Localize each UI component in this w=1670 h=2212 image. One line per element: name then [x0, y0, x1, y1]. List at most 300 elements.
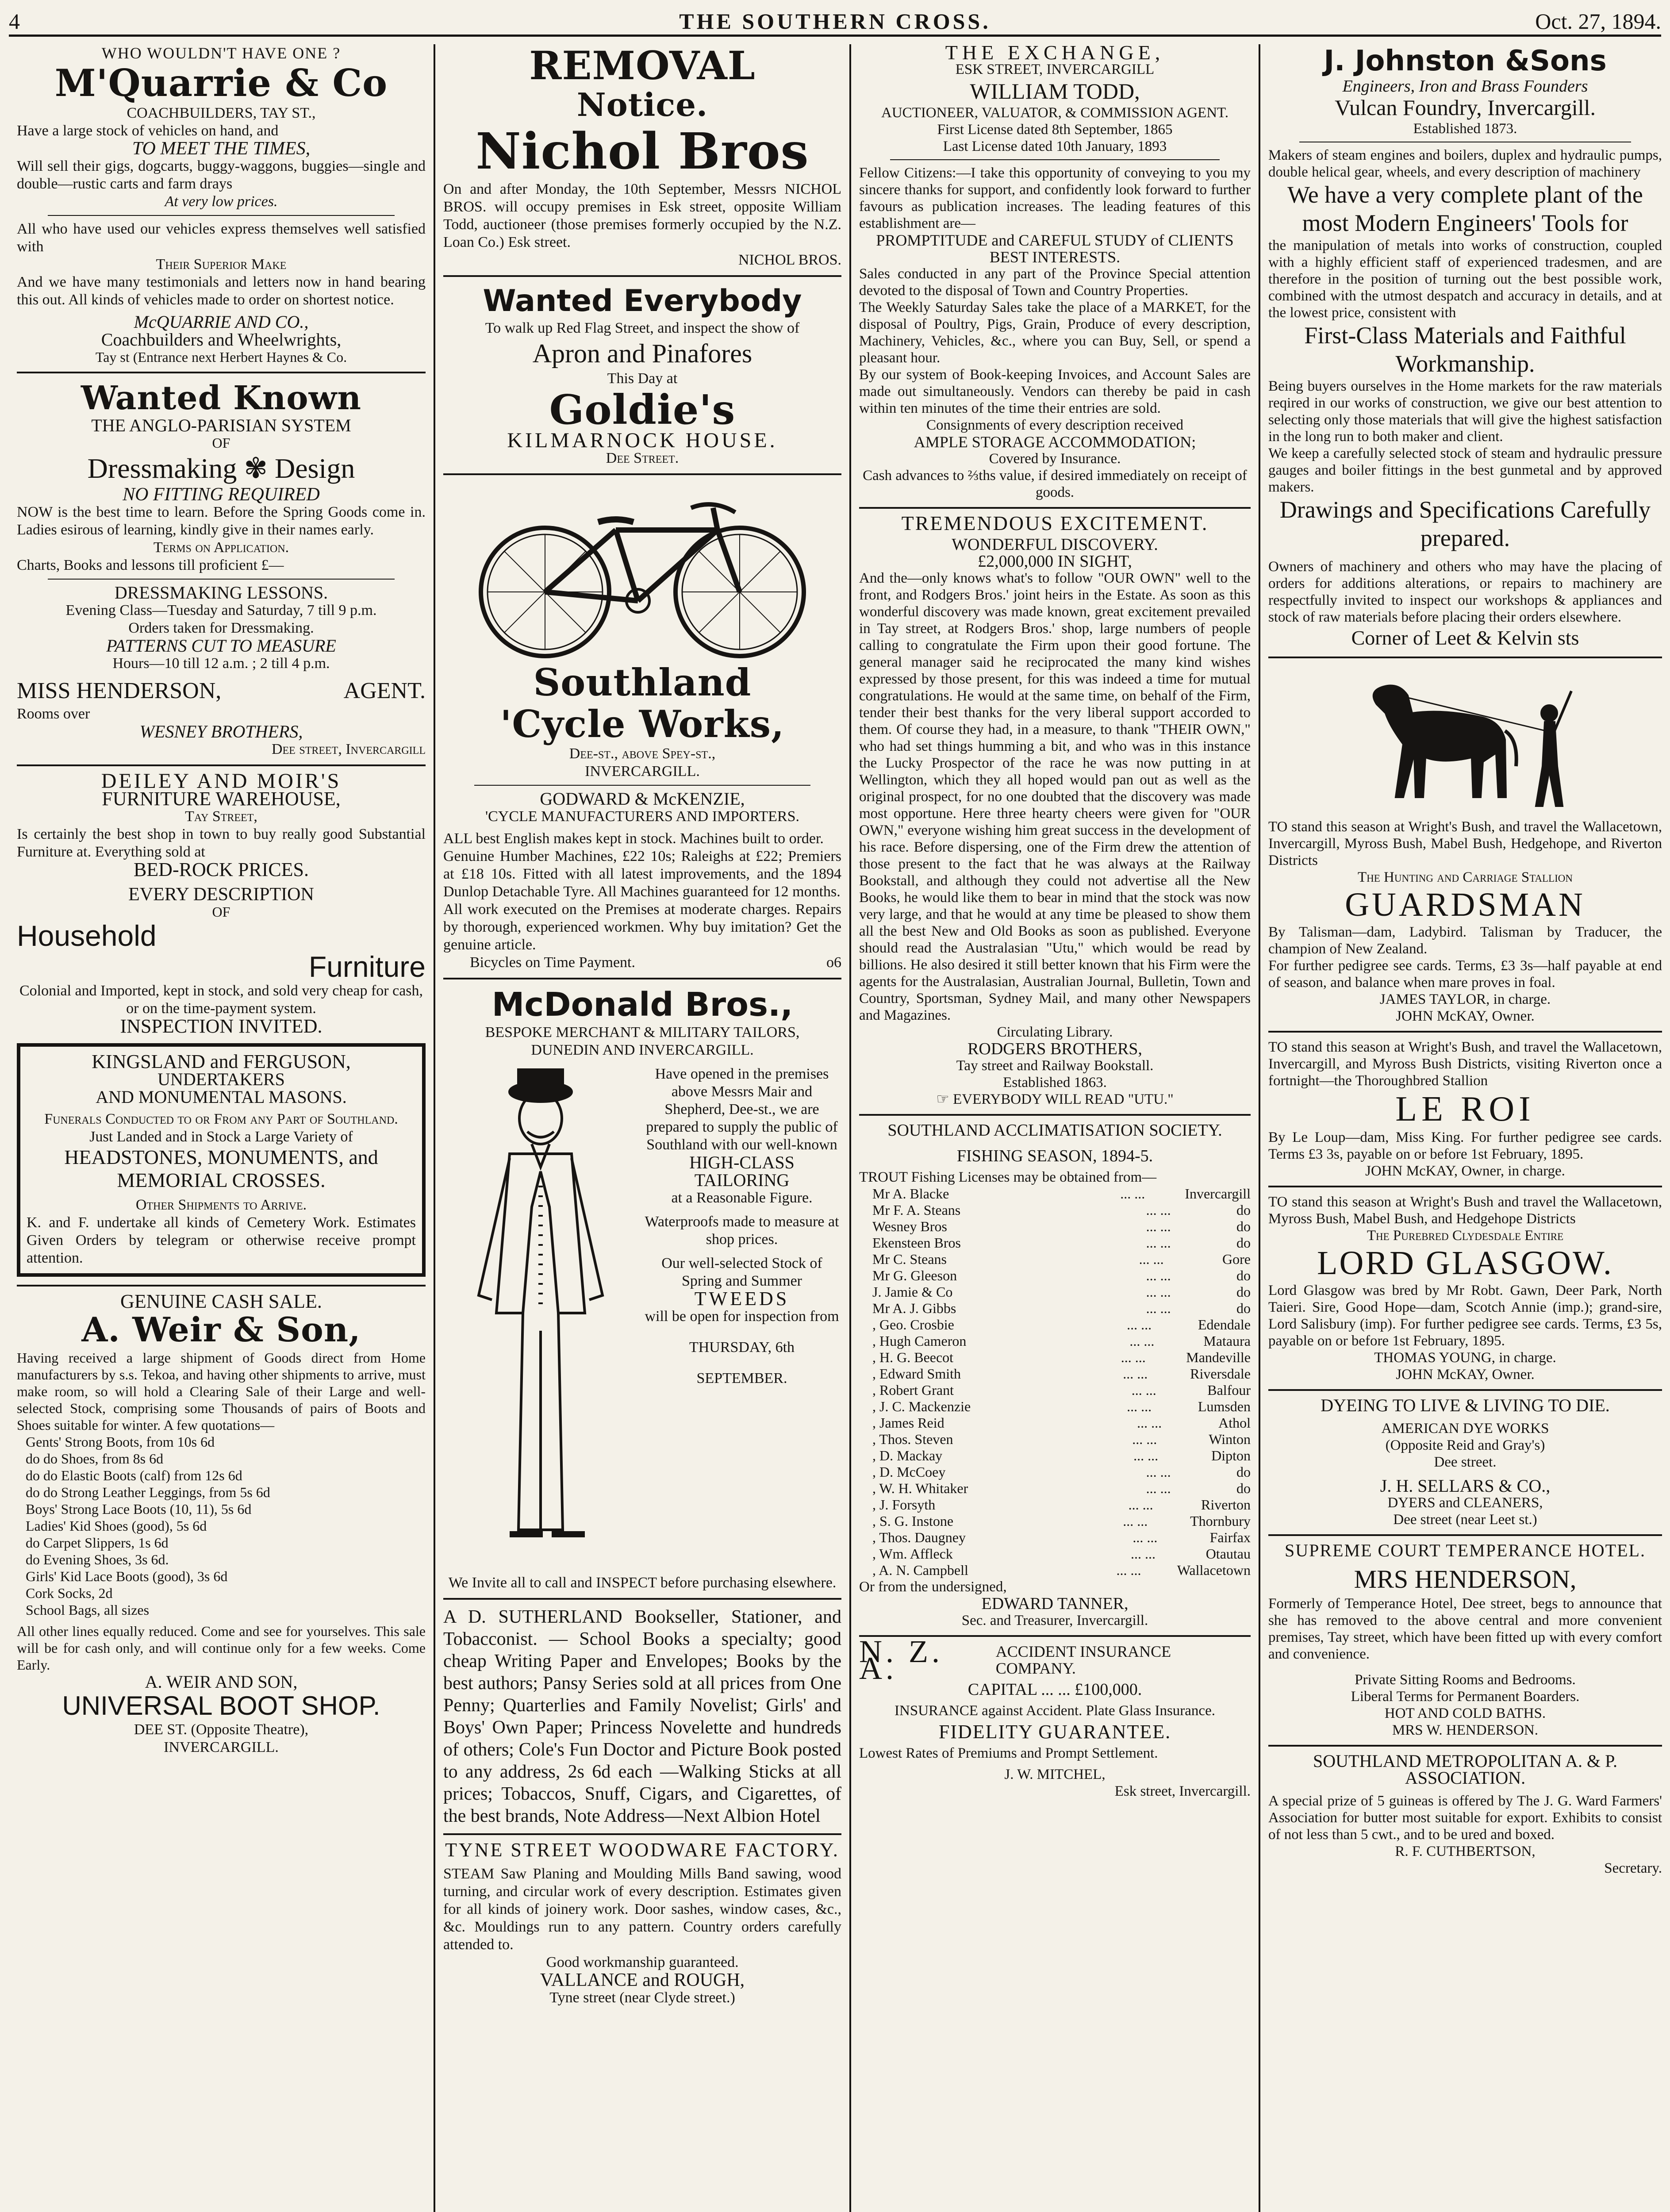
column-4 — [1259, 44, 1670, 2212]
agent-location: Riverton — [1201, 1497, 1251, 1513]
ad-signature: J. W. MITCHEL, — [1004, 1767, 1106, 1782]
ad-subhead: KILMARNOCK HOUSE. — [507, 429, 778, 452]
ad-text: First License dated 8th September, 1865 — [937, 122, 1173, 138]
agent-name: , Hugh Cameron — [872, 1333, 967, 1349]
agent-name: , J. C. Mackenzie — [872, 1398, 971, 1414]
price-list-item: do Carpet Slippers, 1s 6d — [26, 1535, 169, 1551]
price-list-item: Ladies' Kid Shoes (good), 5s 6d — [26, 1518, 207, 1534]
list-item — [872, 1317, 1251, 1333]
ad-title: Vulcan Foundry, Invercargill. — [1335, 95, 1596, 120]
ad-text: Hours—10 till 12 a.m. ; 2 till 4 p.m. — [112, 655, 330, 672]
list-item — [872, 1333, 1251, 1349]
ad-address: INVERCARGILL. — [164, 1739, 279, 1755]
leader-dots: ... ... — [1133, 1448, 1159, 1463]
agent-location: do — [1236, 1267, 1251, 1283]
ad-subhead: COACHBUILDERS, TAY ST., — [127, 105, 316, 121]
ad-signature: Coachbuilders and Wheelwrights, — [101, 330, 342, 349]
ad-deiley-moir — [17, 769, 426, 1037]
ad-text: Lowest Rates of Premiums and Prompt Settlement. — [859, 1745, 1158, 1761]
agent-location: do — [1236, 1202, 1251, 1218]
list-item — [872, 1448, 1251, 1464]
ad-text: On and after Monday, the 10th September, Messrs NICHOL BROS. will occupy premises in Esk street, opposite William Todd, auctioneer (those premises formerly occupied by the N.Z. Loan Co.) Esk street. — [443, 181, 841, 250]
ad-signature: JOHN McKAY, Owner. — [1396, 1367, 1535, 1382]
ad-headline: TREMENDOUS EXCITEMENT. — [901, 512, 1209, 534]
ad-text: Bicycles on Time Payment. — [470, 954, 635, 971]
ad-signature: McQUARRIE AND CO., — [134, 312, 309, 332]
divider — [443, 275, 841, 277]
leader-dots: ... ... — [1146, 1300, 1171, 1316]
ad-title: Design — [275, 453, 355, 484]
list-item — [872, 1398, 1251, 1415]
divider — [17, 764, 426, 766]
ad-goldie — [443, 283, 841, 467]
ad-text: Just Landed and in Stock a Large Variety of — [89, 1129, 353, 1145]
issue-date: Oct. 27, 1894. — [1535, 9, 1661, 34]
ad-text: Circulating Library. — [997, 1024, 1113, 1040]
ad-text: HOT AND COLD BATHS. — [1384, 1705, 1546, 1721]
agent-name: , W. H. Whitaker — [872, 1480, 968, 1496]
ad-text: Owners of machinery and others who may have the placing of orders for additions alterations, or repairs to machinery are respectfully invited to inspect our workshops & appliances and stock of raw materials before placing their orders elsewhere. — [1268, 559, 1662, 625]
ad-text: Lord Glasgow was bred by Mr Robt. Gawn, Deer Park, North Taieri. Sire, Good Hope—dam, Scotch Annie (imp.); grand-sire, Lord Salisbury (imp). For further pedigree see cards. Terms, £3 5s, payable on or before 1st February, 1895. — [1268, 1283, 1662, 1349]
list-item — [872, 1382, 1251, 1398]
divider — [48, 215, 395, 216]
ad-title: Nichol Bros — [476, 123, 809, 180]
ad-signature: RODGERS BROTHERS, — [967, 1040, 1142, 1058]
leader-dots: ... ... — [1130, 1546, 1156, 1562]
list-item — [872, 1366, 1251, 1382]
ad-headline: TYNE STREET WOODWARE FACTORY. — [445, 1839, 840, 1861]
agent-name: , Edward Smith — [872, 1366, 961, 1382]
ad-address: Tay street and Railway Bookstall. — [956, 1058, 1154, 1074]
ad-text: TO stand this season at Wright's Bush, and travel the Wallacetown, Invercargill, Myross Bush, Mabel Bush, Hedgehope, and Riverton Districts — [1268, 819, 1662, 868]
ad-subhead: DYERS and CLEANERS, — [1387, 1495, 1543, 1511]
agent-name: , Wm. Affleck — [872, 1546, 953, 1562]
agent-role: AGENT. — [343, 678, 426, 703]
ad-tagline: HEADSTONES, MONUMENTS, and MEMORIAL CROSSES. — [64, 1146, 378, 1191]
ad-text: OF — [212, 904, 230, 920]
price-list-item: Gents' Strong Boots, from 10s 6d — [26, 1434, 215, 1450]
ad-headline: SOUTHLAND ACCLIMATISATION SOCIETY. — [887, 1121, 1222, 1140]
divider — [1268, 1534, 1662, 1536]
ad-title: LE ROI — [1395, 1090, 1535, 1129]
ad-text: SEPTEMBER. — [696, 1370, 787, 1386]
ad-headline: Wanted Everybody — [483, 284, 802, 319]
agent-location: Dipton — [1211, 1448, 1251, 1463]
leader-dots: ... ... — [1127, 1317, 1152, 1333]
ad-kicker: The Purebred Clydesdale Entire — [1367, 1228, 1564, 1244]
leader-dots: ... ... — [1137, 1415, 1162, 1431]
ad-text: Private Sitting Rooms and Bedrooms. — [1355, 1672, 1576, 1688]
agent-location: Winton — [1209, 1431, 1251, 1447]
divider — [859, 1114, 1251, 1116]
ad-title: WILLIAM TODD, — [970, 79, 1140, 104]
ad-text: Sales conducted in any part of the Province Special attention devoted to the disposal of Town and Country Properties. — [859, 266, 1251, 299]
ad-text: Liberal Terms for Permanent Boarders. — [1351, 1689, 1580, 1705]
ad-address: INVERCARGILL. — [585, 763, 700, 780]
ad-text: Formerly of Temperance Hotel, Dee street, begs to announce that she has removed to the above central and more convenient premises, Tay street, which have been fitted up with every comfort and convenience. — [1268, 1596, 1662, 1662]
ad-text: TO stand this season at Wright's Bush and travel the Wallacetown, Myross Bush, Mabel Bush, and Hedgehope Districts — [1268, 1194, 1662, 1227]
divider — [443, 978, 841, 979]
agent-location: do — [1236, 1300, 1251, 1316]
ad-headline: Southland — [533, 661, 752, 704]
agent-name: , H. G. Beecot — [872, 1349, 954, 1365]
price-list-item: School Bags, all sizes — [26, 1602, 150, 1618]
agent-name: Wesney Bros — [872, 1218, 947, 1234]
agent-name: Mr F. A. Steans — [872, 1202, 961, 1218]
ad-text: Will sell their gigs, dogcarts, buggy-waggons, buggies—single and double—rustic carts and farm drays — [17, 158, 426, 192]
ad-text: NOW is the best time to learn. Before the Spring Goods come in. Ladies esirous of learning, kindly give in their names early. — [17, 504, 426, 538]
ad-text: at a Reasonable Figure. — [671, 1190, 813, 1206]
ad-text: Or from the undersigned, — [859, 1579, 1007, 1595]
ad-signature: NICHOL BROS. — [738, 252, 841, 268]
ad-text: Covered by Insurance. — [989, 451, 1121, 467]
ad-le-roi — [1268, 1039, 1662, 1179]
ad-signature: R. F. CUTHBERTSON, — [1395, 1843, 1536, 1859]
ad-title: MRS HENDERSON, — [1354, 1565, 1577, 1594]
agent-name: Mr A. J. Gibbs — [872, 1300, 956, 1316]
ad-headline: REMOVAL — [529, 44, 756, 88]
ad-text: Have a large stock of vehicles on hand, and — [17, 123, 279, 139]
ad-subhead: AMERICAN DYE WORKS — [1381, 1421, 1549, 1436]
ad-tagline: INSPECTION INVITED. — [120, 1015, 322, 1037]
ad-signature: THOMAS YOUNG, in charge. — [1374, 1350, 1556, 1366]
ad-text: Sec. and Treasurer, Invercargill. — [961, 1613, 1148, 1628]
horse-icon — [1341, 664, 1589, 815]
leader-dots: ... ... — [1123, 1366, 1148, 1382]
agent-name: , D. McCoey — [872, 1464, 946, 1480]
ad-subhead: FURNITURE WAREHOUSE, — [102, 788, 341, 810]
list-item — [872, 1415, 1251, 1431]
ad-metropolitan-association — [1268, 1753, 1662, 1877]
ad-text: the manipulation of metals into works of construction, coupled with a highly efficient staff of experienced tradesmen, and are therefore in the position of turning out the best possible work, combined with the utmost despatch and accuracy in details, and at the lowest price, consistent with — [1268, 238, 1662, 321]
ad-title: GUARDSMAN — [1345, 886, 1586, 923]
ad-text: STEAM Saw Planing and Moulding Mills Band sawing, wood turning, and circular work of every description. Estimates given for all kinds of joinery work. Door sashes, window cases, &c., &c. Mouldings run to any pattern. Country orders carefully attended to. — [443, 1866, 841, 1953]
ad-rodgers-brothers — [859, 512, 1251, 1108]
price-list-item: Girls' Kid Lace Boots (good), 3s 6d — [26, 1568, 228, 1584]
agent-location: do — [1236, 1480, 1251, 1496]
list-item — [872, 1349, 1251, 1366]
list-item — [872, 1431, 1251, 1448]
ad-text: To walk up Red Flag Street, and inspect the show of — [485, 320, 800, 336]
ad-text: A D. SUTHERLAND Bookseller, Stationer, and Tobacconist. — School Books a specialty; good cheap Writing Paper and Envelopes; Books by the best authors; Pansy Series sold at all prices from One Penny; Quarterlies and Family Novelist; Girls' and Boys' Own Paper; Princess Novelette and hundreds of others; Cole's Fun Doctor and Picture Book posted to any address, 2s 6d each —Walking Sticks at all prices; Tobaccos, Snuff, Cigars, and Cigarettes, of the best brands, Note Address—Next Albion Hotel — [443, 1607, 841, 1826]
divider — [17, 1285, 426, 1286]
list-item — [872, 1497, 1251, 1513]
ad-headline: M'Quarrie & Co — [54, 61, 388, 105]
list-item — [872, 1284, 1251, 1300]
ad-address: Dee street, Invercargill — [271, 741, 426, 757]
ad-title: LORD GLASGOW. — [1317, 1244, 1613, 1282]
agent-name: MISS HENDERSON, — [17, 678, 222, 703]
agent-name: , Thos. Steven — [872, 1431, 953, 1447]
ad-tagline: We have a very complete plant of the most Modern Engineers' Tools for — [1287, 181, 1643, 236]
ad-subhead: FISHING SEASON, 1894-5. — [956, 1147, 1153, 1165]
ad-text: And the—only knows what's to follow "OUR OWN" well to the front, and Rodgers Bros.' joint heirs in the Estate. As soon as this wonderful discovery was made known, great excitement prevailed in Tay street, at Rodgers Bros.' shop, large numbers of people calling to congratulate the Firm upon their good fortune. The general manager said he reciprocated the many kind wishes expressed by those present, for this was indeed a time for mutual congratulations. He would at the same time, on behalf of the Firm, tender their best thanks for the very liberal support accorded to them. Of course they had, in a measure, to thank "THEIR OWN," who had set things humming a bit, and who was in this instance the Lucky Prospector of the race he was now putting in at Wellington, which they all hoped would pan out as well as the original prospect, for no one doubted that the discovery was made most opportune. Here three hearty cheers were given for "OUR OWN," everyone wishing him great success in the development of his race. Before dispersing, one of the Firm drew the attention of those present to the fact that he was always at the Railway Bookstall, and although they could not advertise all the New Books, he would like them to bear in mind that the stock was now very large, and that he would at any time be pleased to show them all the best New and Old Books as soon as published. Everyone should read the Australasian "Utu," which would be read by billions. He also desired it still better known that his Firm were the agents for the Australasian, Australian Journal, Bulletin, Town and Country, Sportsman, Sydney Mail, and many other Newspapers and Magazines. — [859, 570, 1251, 1023]
ad-dressmaking — [17, 380, 426, 758]
agent-name: Mr G. Gleeson — [872, 1267, 957, 1283]
price-list-item: Cork Socks, 2d — [26, 1585, 113, 1601]
agent-location: do — [1236, 1464, 1251, 1480]
ad-southland-cycle-works — [443, 481, 841, 972]
list-item — [872, 1235, 1251, 1251]
agent-location: do — [1236, 1235, 1251, 1251]
ad-text: INSURANCE against Accident. Plate Glass Insurance. — [895, 1703, 1215, 1719]
list-item — [872, 1546, 1251, 1562]
ad-address: DEE ST. (Opposite Theatre), — [134, 1721, 309, 1738]
ad-text: Is certainly the best shop in town to buy really good Substantial Furniture at. Everything sold at — [17, 826, 426, 860]
ad-guardsman — [1268, 818, 1662, 1025]
ad-headline: N. Z. A. — [859, 1634, 943, 1686]
ad-headline: 'Cycle Works, — [500, 702, 785, 746]
ad-weir-son — [17, 1290, 426, 1756]
ad-text: Genuine Humber Machines, £22 10s; Raleighs at £22; Premiers at £18 10s. Fitted with all latest improvements, and the 1894 Dunlop Detachable Tyre. All Machines guaranteed for 12 months. — [443, 848, 841, 900]
agent-name: , Thos. Daugney — [872, 1529, 966, 1545]
ad-lord-glasgow — [1268, 1194, 1662, 1383]
ad-text: THURSDAY, 6th — [689, 1339, 795, 1356]
ad-code: o6 — [826, 954, 841, 971]
ad-text: K. and F. undertake all kinds of Cemetery Work. Estimates Given Orders by telegram or otherwise receive prompt attention. — [27, 1214, 416, 1266]
ad-text: Waterproofs made to measure at shop prices. — [645, 1214, 839, 1248]
ad-temperance-hotel — [1268, 1542, 1662, 1739]
bicycle-icon — [461, 481, 824, 658]
agent-name: , S. G. Instone — [872, 1513, 954, 1529]
column-1 — [9, 44, 434, 2212]
agent-location: Athol — [1218, 1415, 1251, 1431]
divider — [1268, 1031, 1662, 1033]
ad-text: TROUT Fishing Licenses may be obtained from— — [859, 1169, 1157, 1185]
column-3 — [849, 44, 1259, 2212]
column-2 — [434, 44, 849, 2212]
agent-location: Balfour — [1207, 1382, 1251, 1398]
agent-location: Invercargill — [1185, 1186, 1251, 1202]
ad-text: Have opened in the premises above Messrs Mair and Shepherd, Dee-st., we are prepared to supply the public of Southland with our well-known — [646, 1066, 838, 1153]
ad-text: At very low prices. — [165, 193, 278, 210]
agent-name: J. Jamie & Co — [872, 1284, 953, 1300]
tailor-figure-icon — [443, 1065, 638, 1574]
ad-headline: McDonald Bros., — [491, 986, 793, 1024]
ad-address: Esk street, Invercargill. — [1114, 1783, 1251, 1799]
ad-text: Secretary. — [1604, 1860, 1662, 1876]
ad-text: Charts, Books and lessons till proficient £— — [17, 557, 284, 573]
ad-text: By our system of Book-keeping Invoices, and Account Sales are made out simultaneously. Vendors can thereby be paid in cash within ten minutes of the time their entries are sold. — [859, 367, 1251, 416]
agent-name: , James Reid — [872, 1415, 944, 1431]
ad-text: ALL best English makes kept in stock. Machines built to order. — [443, 830, 824, 847]
divider — [443, 473, 841, 475]
agent-location: Thornbury — [1190, 1513, 1251, 1529]
leader-dots: ... ... — [1123, 1513, 1148, 1529]
ad-text: We keep a carefully selected stock of steam and hydraulic pressure gauges and boiler fittings in the best gunmetal and by approved makers. — [1268, 445, 1662, 495]
leader-dots: ... ... — [1146, 1235, 1171, 1251]
ad-acclimatisation-society — [859, 1122, 1251, 1629]
ad-text: CAPITAL ... ... £100,000. — [967, 1680, 1142, 1699]
ad-headline: Notice. — [576, 86, 708, 123]
ad-headline: SUPREME COURT TEMPERANCE HOTEL. — [1285, 1540, 1646, 1560]
list-item — [872, 1202, 1251, 1218]
agent-location: Riversdale — [1190, 1366, 1251, 1382]
divider — [1268, 1389, 1662, 1391]
list-item — [872, 1186, 1251, 1202]
list-item — [872, 1251, 1251, 1267]
divider — [1268, 1745, 1662, 1747]
ad-subhead: GODWARD & McKENZIE, — [540, 789, 745, 809]
ad-mquarrie — [17, 44, 426, 365]
price-list-item: do do Elastic Boots (calf) from 12s 6d — [26, 1467, 242, 1483]
ad-text: Last License dated 10th January, 1893 — [943, 138, 1167, 154]
ad-headline: SOUTHLAND METROPOLITAN A. & P. ASSOCIATION. — [1313, 1751, 1617, 1788]
divider — [48, 579, 395, 580]
list-item — [872, 1300, 1251, 1317]
price-list-item: do do Shoes, from 8s 6d — [26, 1451, 164, 1467]
ad-headline: A. Weir & Son, — [81, 1310, 361, 1349]
divider — [1268, 1186, 1662, 1187]
leader-dots: ... ... — [1131, 1382, 1156, 1398]
ad-text: WESNEY BROTHERS, — [139, 722, 303, 741]
ad-text: Tay Street, — [185, 808, 257, 825]
flourish-icon: ✾ — [244, 453, 275, 484]
ad-text: OF — [212, 435, 230, 451]
ad-signature: MRS W. HENDERSON. — [1392, 1722, 1539, 1738]
ad-text: And we have many testimonials and letters now in hand bearing this out. All kinds of vehicles made to order on shortest notice. — [17, 274, 426, 308]
ad-johnston-sons — [1268, 44, 1662, 650]
ad-nichol-bros — [443, 44, 841, 269]
ad-mcdonald-bros — [443, 986, 841, 1592]
ad-text: Other Shipments to Arrive. — [135, 1197, 307, 1213]
ad-subhead: ACCIDENT INSURANCE COMPANY. — [995, 1643, 1171, 1677]
ad-address: ESK STREET, INVERCARGILL — [955, 61, 1155, 77]
list-item — [872, 1464, 1251, 1480]
ad-sutherland — [443, 1606, 841, 1827]
ad-tyne-street — [443, 1841, 841, 2007]
leader-dots: ... ... — [1116, 1562, 1141, 1578]
ad-kicker: The Hunting and Carriage Stallion — [1357, 869, 1573, 885]
ad-headline: KINGSLAND and FERGUSON, — [92, 1051, 351, 1072]
ad-headline: Wanted Known — [81, 379, 362, 417]
ad-headline: DEILEY AND MOIR'S — [101, 769, 342, 793]
ad-text: By Talisman—dam, Ladybird. Talisman by Traducer, the champion of New Zealand. — [1268, 924, 1662, 957]
ad-text: TO stand this season at Wright's Bush, and travel the Wallacetown, Invercargill, and Myross Bush Districts, visiting Riverton once a fortnight—the Thoroughbred Stallion — [1268, 1039, 1662, 1089]
ad-address: Tyne street (near Clyde street.) — [549, 1989, 735, 2006]
ad-signature: JAMES TAYLOR, in charge. — [1379, 991, 1551, 1007]
license-agent-list — [859, 1186, 1251, 1578]
ad-signature: VALLANCE and ROUGH, — [540, 1970, 745, 1990]
agent-name: Ekensteen Bros — [872, 1235, 961, 1251]
ad-kicker: GENUINE CASH SALE. — [120, 1290, 322, 1312]
agent-location: Otautau — [1205, 1546, 1251, 1562]
page-number: 4 — [9, 9, 20, 34]
ad-text: Orders taken for Dressmaking. — [128, 620, 314, 636]
ad-address: Dee-st., above Spey-st., — [569, 745, 716, 762]
leader-dots: ... ... — [1121, 1349, 1146, 1365]
leader-dots: ... ... — [1146, 1202, 1171, 1218]
ad-subhead: DRESSMAKING LESSONS. — [114, 583, 328, 603]
ad-text: The Weekly Saturday Sales take the place of a MARKET, for the disposal of Poultry, Pigs, Grain, Produce of every description, Machinery, Vehicles, &c., where you can Buy, Sell, or spend a pleasant hour. — [859, 300, 1251, 366]
agent-location: Gore — [1222, 1251, 1251, 1267]
ad-tagline: EVERYBODY WILL READ "UTU." — [953, 1091, 1174, 1107]
ad-text: A special prize of 5 guineas is offered by The J. G. Ward Farmers' Association for butter most suitable for export. Exhibits to consist of not less than 5 cwt., and to be ured and boxed. — [1268, 1793, 1662, 1843]
ad-title: Household — [17, 919, 157, 952]
ad-text: Funerals Conducted to or From any Part of Southland. — [44, 1111, 398, 1127]
ad-nza-insurance — [859, 1634, 1251, 1800]
divider — [890, 159, 1220, 160]
ad-tagline: FIDELITY GUARANTEE. — [938, 1721, 1171, 1743]
ad-text: We Invite all to call and INSPECT before purchasing elsewhere. — [448, 1575, 837, 1591]
ad-subhead: UNDERTAKERS — [157, 1069, 285, 1089]
ad-text: All who have used our vehicles express themselves well satisfied with — [17, 221, 426, 255]
price-list-item: do do Strong Leather Leggings, from 5s 6d — [26, 1484, 270, 1500]
ad-headline: DYEING TO LIVE & LIVING TO DIE. — [1321, 1395, 1610, 1415]
list-item — [872, 1267, 1251, 1284]
agent-name: , Geo. Crosbie — [872, 1317, 954, 1333]
ad-signature: JOHN McKAY, Owner. — [1396, 1008, 1535, 1024]
leader-dots: ... ... — [1128, 1497, 1153, 1513]
ad-subhead: AUCTIONEER, VALUATOR, & COMMISSION AGENT. — [881, 105, 1229, 121]
ad-tagline: Drawings and Specifications Carefully prepared. — [1279, 496, 1651, 551]
list-item — [872, 1529, 1251, 1546]
leader-dots: ... ... — [1129, 1333, 1155, 1349]
ad-text: Colonial and Imported, kept in stock, and sold very cheap for cash, or on the time-payment system. — [19, 983, 423, 1017]
agent-name: , Robert Grant — [872, 1382, 954, 1398]
ad-tagline: BED-ROCK PRICES. — [133, 859, 309, 880]
agent-name: Mr A. Blacke — [872, 1186, 949, 1202]
divider — [443, 1833, 841, 1835]
ad-text: Consignments of every description received — [926, 417, 1183, 433]
price-list-item: do Evening Shoes, 3s 6d. — [26, 1551, 169, 1567]
ad-text: By Le Loup—dam, Miss King. For further pedigree see cards. Terms £3 3s, payable on or before 1st February, 1895. — [1268, 1129, 1662, 1162]
leader-dots: ... ... — [1146, 1464, 1171, 1480]
ad-title: Dressmaking — [87, 453, 237, 484]
ad-address: Dee Street. — [606, 450, 679, 466]
ad-title: Goldie's — [549, 386, 736, 434]
ad-text: Our well-selected Stock of Spring and Summer — [661, 1255, 822, 1289]
ad-title: Furniture — [308, 950, 426, 983]
ad-tagline: TO MEET THE TIMES, — [132, 138, 311, 159]
leader-dots: ... ... — [1146, 1218, 1171, 1234]
ad-subhead: DUNEDIN AND INVERCARGILL. — [531, 1042, 754, 1058]
ad-text: Dee street. — [1434, 1454, 1497, 1470]
ad-tagline: HIGH-CLASS TAILORING — [689, 1152, 795, 1190]
ad-text: Good workmanship guaranteed. — [546, 1954, 739, 1970]
ad-subhead: 'CYCLE MANUFACTURERS AND IMPORTERS. — [485, 808, 799, 825]
ad-subhead: WONDERFUL DISCOVERY. — [952, 535, 1158, 554]
price-list-item: Boys' Strong Lace Boots (10, 11), 5s 6d — [26, 1501, 252, 1517]
leader-dots: ... ... — [1120, 1186, 1145, 1202]
ad-subhead: Engineers, Iron and Brass Founders — [1342, 77, 1588, 96]
leader-dots: ... ... — [1139, 1251, 1164, 1267]
ad-tagline: TWEEDS — [694, 1288, 790, 1310]
list-item — [872, 1513, 1251, 1529]
agent-location: Fairfax — [1209, 1529, 1251, 1545]
divider — [1268, 657, 1662, 658]
ad-headline: J. Johnston &Sons — [1324, 45, 1607, 77]
agent-location: do — [1236, 1218, 1251, 1234]
agent-location: Lumsden — [1198, 1398, 1251, 1414]
divider — [859, 507, 1251, 509]
agent-name: , D. Mackay — [872, 1448, 943, 1463]
ad-text: (Opposite Reid and Gray's) — [1385, 1437, 1545, 1453]
ad-text: Terms on Application. — [153, 539, 289, 556]
ad-kingsland-ferguson — [17, 1043, 426, 1277]
ad-text: Their Superior Make — [156, 256, 287, 273]
ad-address: Dee street (near Leet st.) — [1393, 1512, 1537, 1528]
ad-text: All other lines equally reduced. Come and see for yourselves. This sale will be for cash only, and will continue only for a few weeks. Come Early. — [17, 1623, 426, 1673]
agent-location: Mandeville — [1186, 1349, 1251, 1365]
ad-signature: JOHN McKAY, Owner, in charge. — [1365, 1163, 1565, 1179]
agent-location: Wallacetown — [1177, 1562, 1251, 1578]
agent-name: Mr C. Steans — [872, 1251, 947, 1267]
ad-subhead: £2,000,000 IN SIGHT, — [978, 552, 1132, 571]
ad-signature: EDWARD TANNER, — [981, 1594, 1129, 1613]
list-item — [872, 1562, 1251, 1578]
ad-text: Established 1873. — [1413, 121, 1517, 137]
